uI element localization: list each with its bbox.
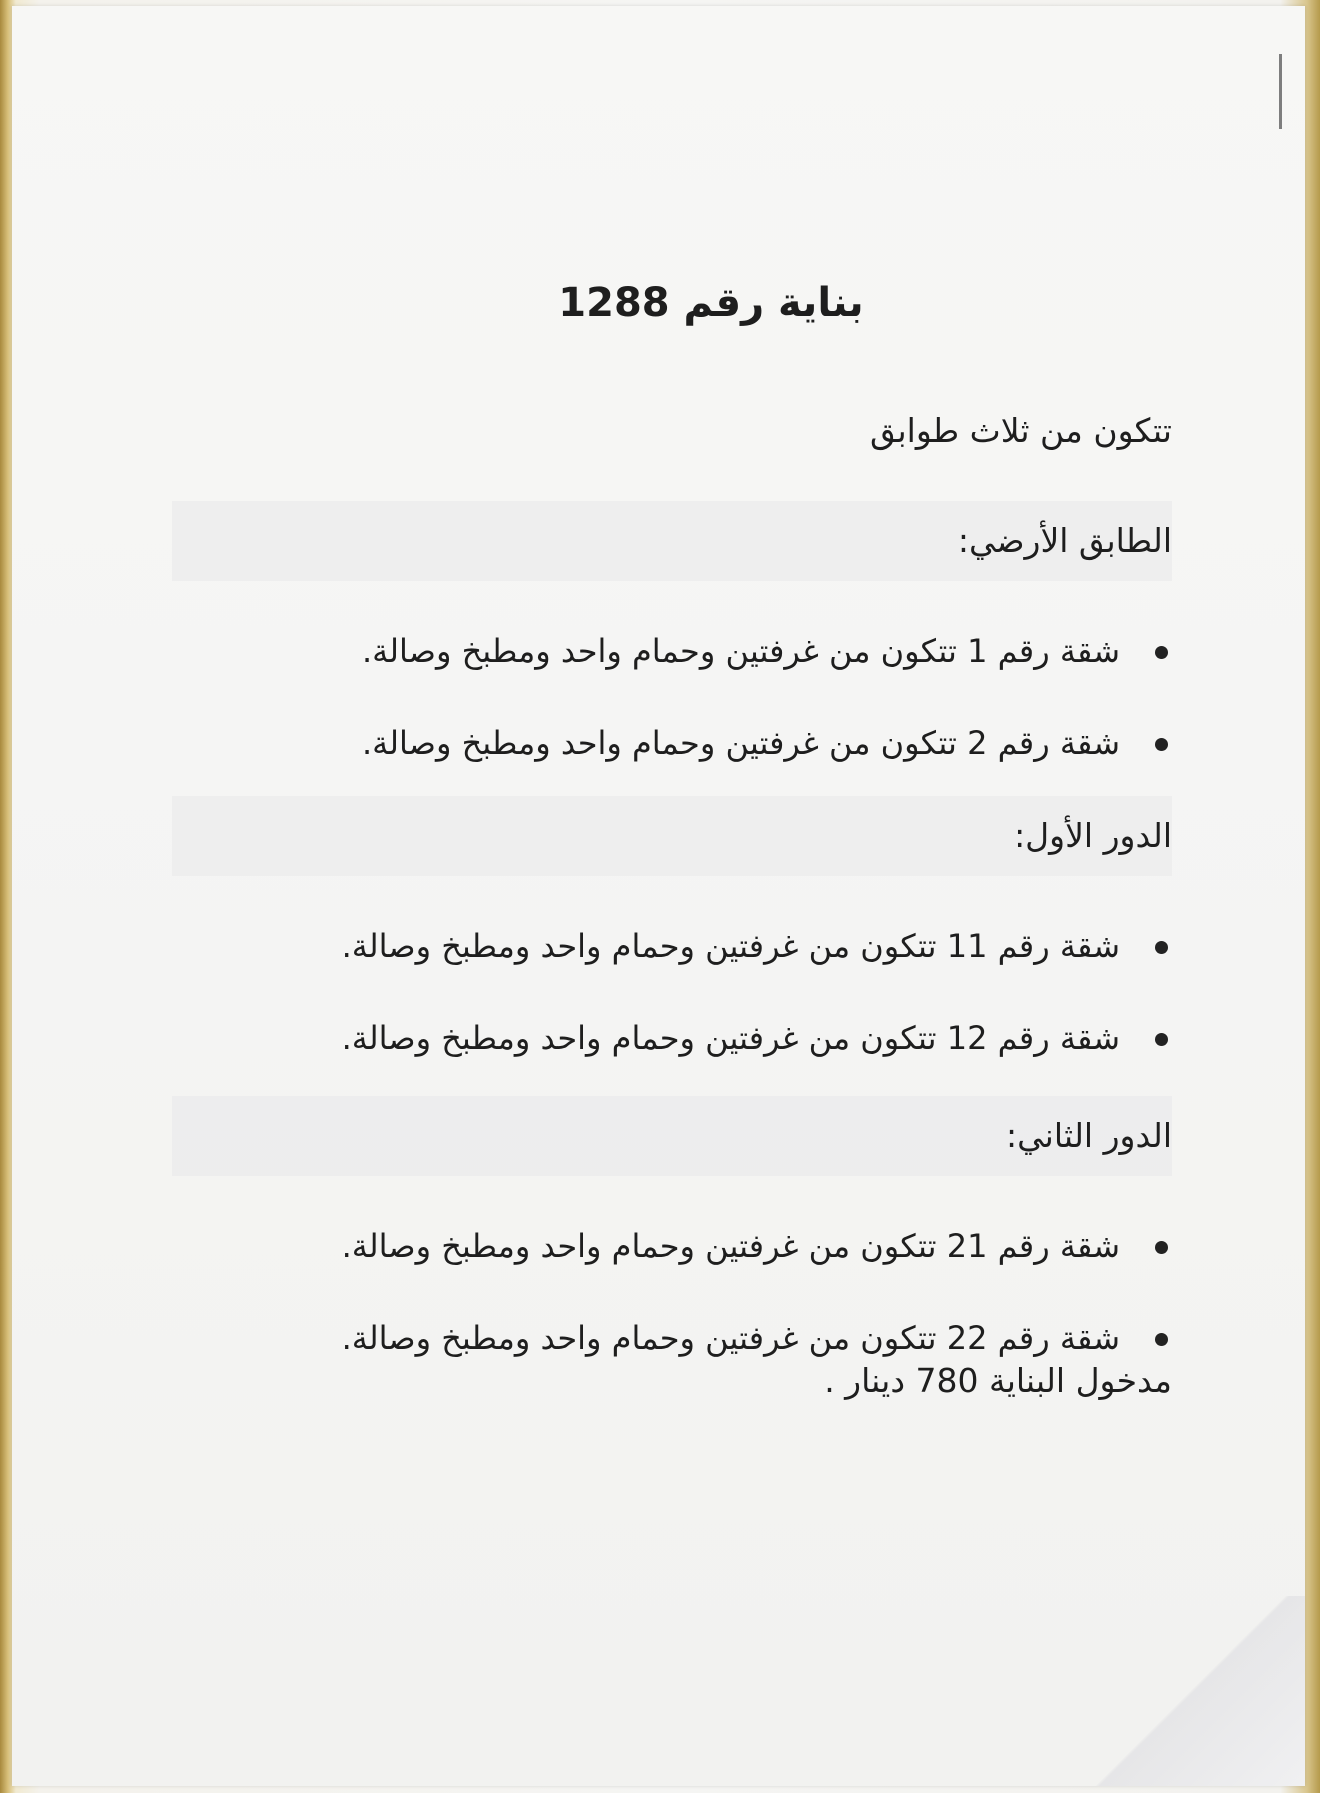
floor-heading-label: الدور الأول:	[1014, 816, 1172, 855]
bullet-icon	[1155, 646, 1168, 659]
apartment-text: شقة رقم 11 تتكون من غرفتين وحمام واحد ومطبخ وصالة.	[341, 927, 1120, 965]
bullet-icon	[1155, 941, 1168, 954]
list-item	[172, 1216, 1172, 1308]
floor-heading-label: الدور الثاني:	[1006, 1116, 1172, 1155]
paper-sheet	[12, 6, 1305, 1786]
intro-text: تتكون من ثلاث طوابق	[869, 411, 1172, 450]
bullet-icon	[1155, 1241, 1168, 1254]
document-title: بناية رقم 1288	[558, 280, 864, 326]
floor-heading-ground	[172, 501, 1172, 581]
apartment-text: شقة رقم 22 تتكون من غرفتين وحمام واحد ومطبخ وصالة.	[341, 1319, 1120, 1357]
apartment-text: شقة رقم 12 تتكون من غرفتين وحمام واحد ومطبخ وصالة.	[341, 1019, 1120, 1057]
list-item	[172, 916, 1172, 1008]
floor-heading-first	[172, 796, 1172, 876]
apartment-text: شقة رقم 2 تتكون من غرفتين وحمام واحد ومطبخ وصالة.	[361, 724, 1120, 762]
building-income: مدخول البناية 780 دينار .	[824, 1361, 1172, 1400]
bullet-icon	[1155, 1333, 1168, 1346]
list-item	[172, 1008, 1172, 1100]
floor-heading-second	[172, 1096, 1172, 1176]
bullet-icon	[1155, 1033, 1168, 1046]
list-item	[172, 713, 1172, 805]
list-item	[172, 621, 1172, 713]
binding-mark	[1279, 54, 1282, 129]
bullet-icon	[1155, 738, 1168, 751]
floor-heading-label: الطابق الأرضي:	[957, 521, 1172, 560]
apartment-list-first	[172, 916, 1172, 1100]
apartment-text: شقة رقم 1 تتكون من غرفتين وحمام واحد ومطبخ وصالة.	[361, 632, 1120, 670]
apartment-list-ground	[172, 621, 1172, 805]
apartment-text: شقة رقم 21 تتكون من غرفتين وحمام واحد ومطبخ وصالة.	[341, 1227, 1120, 1265]
